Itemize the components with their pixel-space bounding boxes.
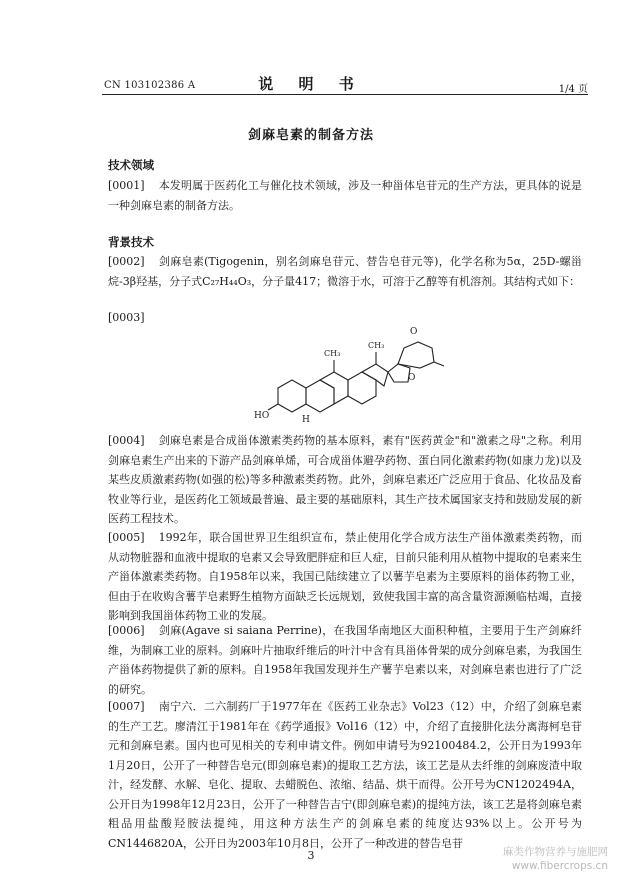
watermark-line-2: www.fibercrops.cn [511,860,608,872]
paragraph-text: 南宁六．二六制药厂于1977年在《医药工业杂志》Vol23（12）中，介绍了剑麻皂素的生产工艺。廖清江于1981年在《药学通报》Vol16（12）中，介绍了直接肼化法分离海柯皂苷元和剑麻皂素。国内也可见相关的专利申请文件。例如申请号为92100484.2，公开日为1993年1月20日，公开了一种替告皂元(即剑麻皂素)的提取工艺方法，该工艺是从去纤维的剑麻废渣中取汁，经发酵、水解、皂化、提取、去蜡脱色、浓缩、结晶、烘干而得。公开号为CN1202494A，公开日为1998年12月23日，公开了一种替告吉宁(即剑麻皂素)的提纯方法，该工艺是将剑麻皂素粗品用盐酸羟胺法提纯，用这种方法生产的剑麻皂素的纯度达93%以上。公开号为CN1446820A，公开日为2003年10月8日，公开了一种改进的替告皂苷 [108,700,582,850]
paragraph-text: 剑麻(Agave si saiana Perrine)，在我国华南地区大面积种植，主要用于生产剑麻纤维，为制麻工业的原料。剑麻叶片抽取纤维后的叶汁中含有具甾体骨架的成分剑麻皂素，为我国生产甾体药物提供了新的原料。自1958年我国发现并生产薯芋皂素以来，对剑麻皂素也进行了广泛的研究。 [108,624,582,696]
paragraph-0002 [108,252,582,291]
structure-label-ch3a: CH₃ [324,349,341,358]
paragraph-text: 本发明属于医药化工与催化技术领域，涉及一种甾体皂苷元的生产方法，更具体的说是一种剑麻皂素的制备方法。 [108,179,582,212]
paragraph-text: 1992年，联合国世界卫生组织宣布，禁止使用化学合成方法生产甾体激素类药物，而从动物脏器和血液中提取的皂素又会导致肥胖症和巨人症，目前只能利用从植物中提取的皂素来生产甾体激素类药物。自1958年以来，我国已陆续建立了以薯芋皂素为主要原料的甾体药物工业，但由于在收购含薯芋皂素野生植物方面缺乏长远规划，致使我国丰富的高含量资源濒临枯竭，直接影响到我国甾体药物工业的发展。 [108,531,582,622]
structure-label-o1: O [410,327,418,337]
paragraph-number: [0007] [108,700,145,713]
chemical-structure-diagram [248,320,458,438]
paragraph-text: 剑麻皂素(Tigogenin，别名剑麻皂苷元、替告皂苷元等)，化学名称为5α，25D-螺甾烷-3β羟基，分子式C₂₇H₄₄O₃，分子量417；微溶于水，可溶于乙醇等有机溶剂。其结构式如下： [108,255,582,288]
page-number: 3 [307,849,315,862]
paragraph-number: [0002] [108,255,145,268]
paragraph-number: [0005] [108,531,145,544]
paragraph-number: [0006] [108,624,145,637]
paragraph-number: [0004] [108,434,145,447]
page-of-indicator: 1/4 页 [558,84,588,95]
document-title: 剑麻皂素的制备方法 [247,128,374,143]
structure-label-ho: HO [254,411,270,421]
paragraph-0006 [108,621,582,699]
header-rule [102,94,588,95]
watermark [503,845,608,873]
paragraph-text: 剑麻皂素是合成甾体激素类药物的基本原料，素有"医药黄金"和"激素之母"之称。利用剑麻皂素生产出来的下游产品剑麻单烯，可合成甾体避孕药物、蛋白同化激素药物(如康力龙)以及某些皮质激素药物(如强的松)等多种激素类药物。此外，剑麻皂素还广泛应用于食品、化妆品及畜牧业等行业，是医药化工领域最普遍、最主要的基础原料，其生产技术属国家支持和鼓励发展的新医药工程技术。 [108,434,582,525]
section-heading-tech-field: 技术领域 [108,158,154,172]
paragraph-0005 [108,528,582,626]
section-heading-background: 背景技术 [108,235,154,249]
document-type-heading: 说 明 书 [258,75,364,93]
watermark-line-1: 麻类作物营养与施肥网 [503,846,608,858]
structure-label-o2: O [408,373,416,383]
structure-label-ch3b: CH₃ [368,341,385,350]
paragraph-number: [0001] [108,179,145,192]
structure-label-h: H [302,415,310,425]
paragraph-0004 [108,431,582,529]
patent-number: CN 103102386 A [104,80,196,91]
paragraph-0001 [108,176,582,215]
paragraph-0007 [108,697,582,850]
paragraph-0003-tag: [0003] [108,311,145,324]
